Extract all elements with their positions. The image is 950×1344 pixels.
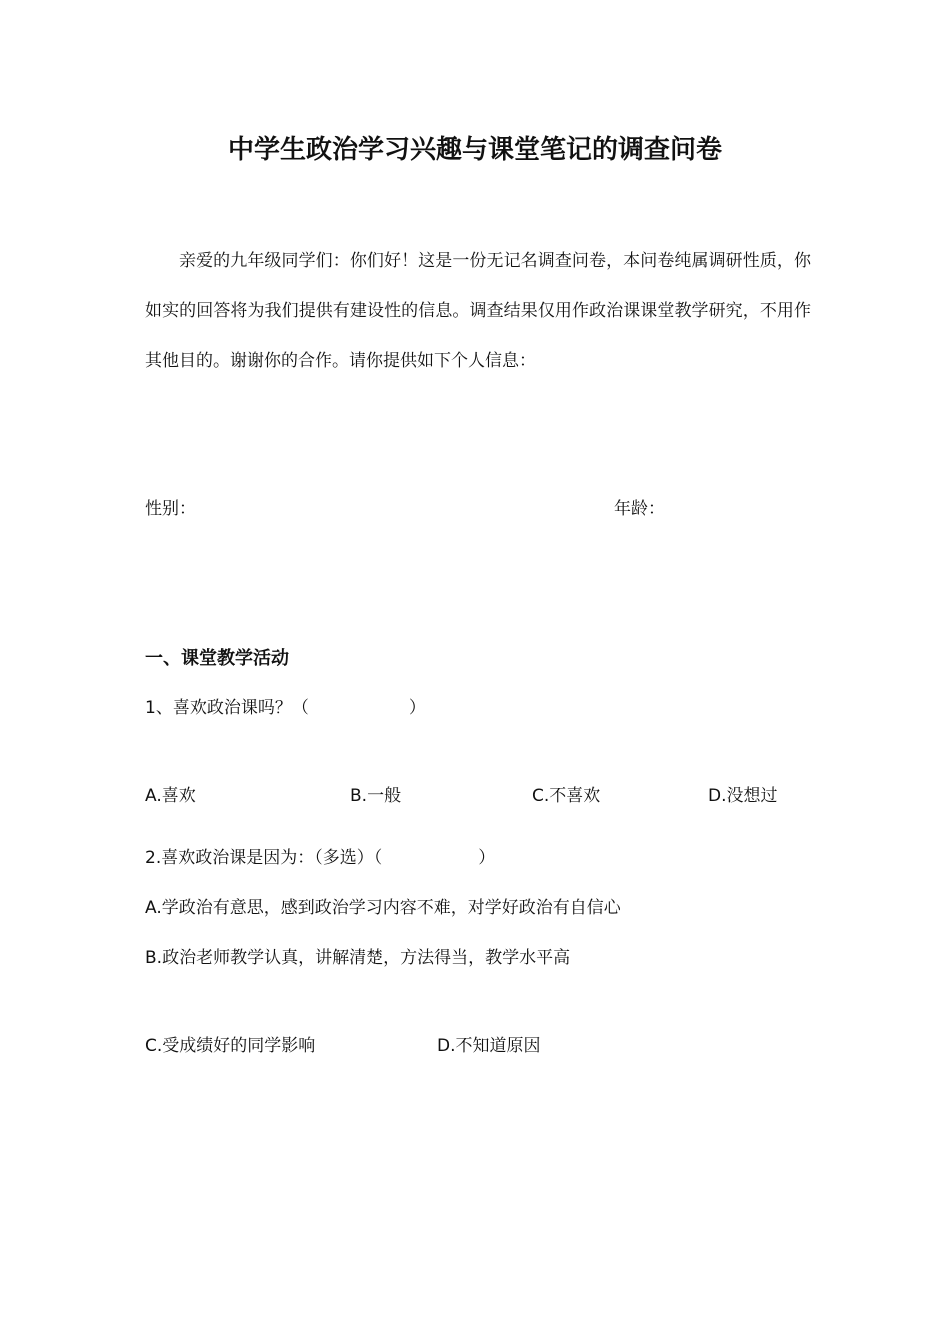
q2-option-b: B.政治老师教学认真，讲解清楚，方法得当，教学水平高	[145, 948, 571, 968]
q1-option-c: C.不喜欢	[532, 786, 601, 806]
q1-option-b: B.一般	[350, 786, 402, 806]
q1-option-d: D.没想过	[708, 786, 778, 806]
question-2-prefix: 2.喜欢政治课是因为：（多选）（	[145, 848, 383, 868]
question-1-suffix: ）	[408, 698, 426, 718]
gender-label: 性别：	[145, 499, 196, 519]
question-2-suffix: ）	[478, 848, 496, 868]
question-1-prefix: 1、喜欢政治课吗？（	[145, 698, 309, 718]
question-2	[145, 845, 495, 871]
q2-option-c: C.受成绩好的同学影响	[145, 1036, 316, 1056]
section-heading: 一、课堂教学活动	[145, 648, 289, 669]
age-label: 年龄：	[614, 499, 665, 519]
q1-option-a: A.喜欢	[145, 786, 196, 806]
document-title: 中学生政治学习兴趣与课堂笔记的调查问卷	[227, 135, 722, 165]
question-1	[145, 695, 426, 721]
q2-option-a: A.学政治有意思，感到政治学习内容不难，对学好政治有自信心	[145, 898, 621, 918]
q2-option-d: D.不知道原因	[437, 1036, 541, 1056]
intro-paragraph: 亲爱的九年级同学们：你们好！这是一份无记名调查问卷，本问卷纯属调研性质，你如实的回答将为我们提供有建设性的信息。调查结果仅用作政治课课堂教学研究，不用作其他目的。谢谢你的合作。请你提供如下个人信息：	[145, 251, 811, 371]
